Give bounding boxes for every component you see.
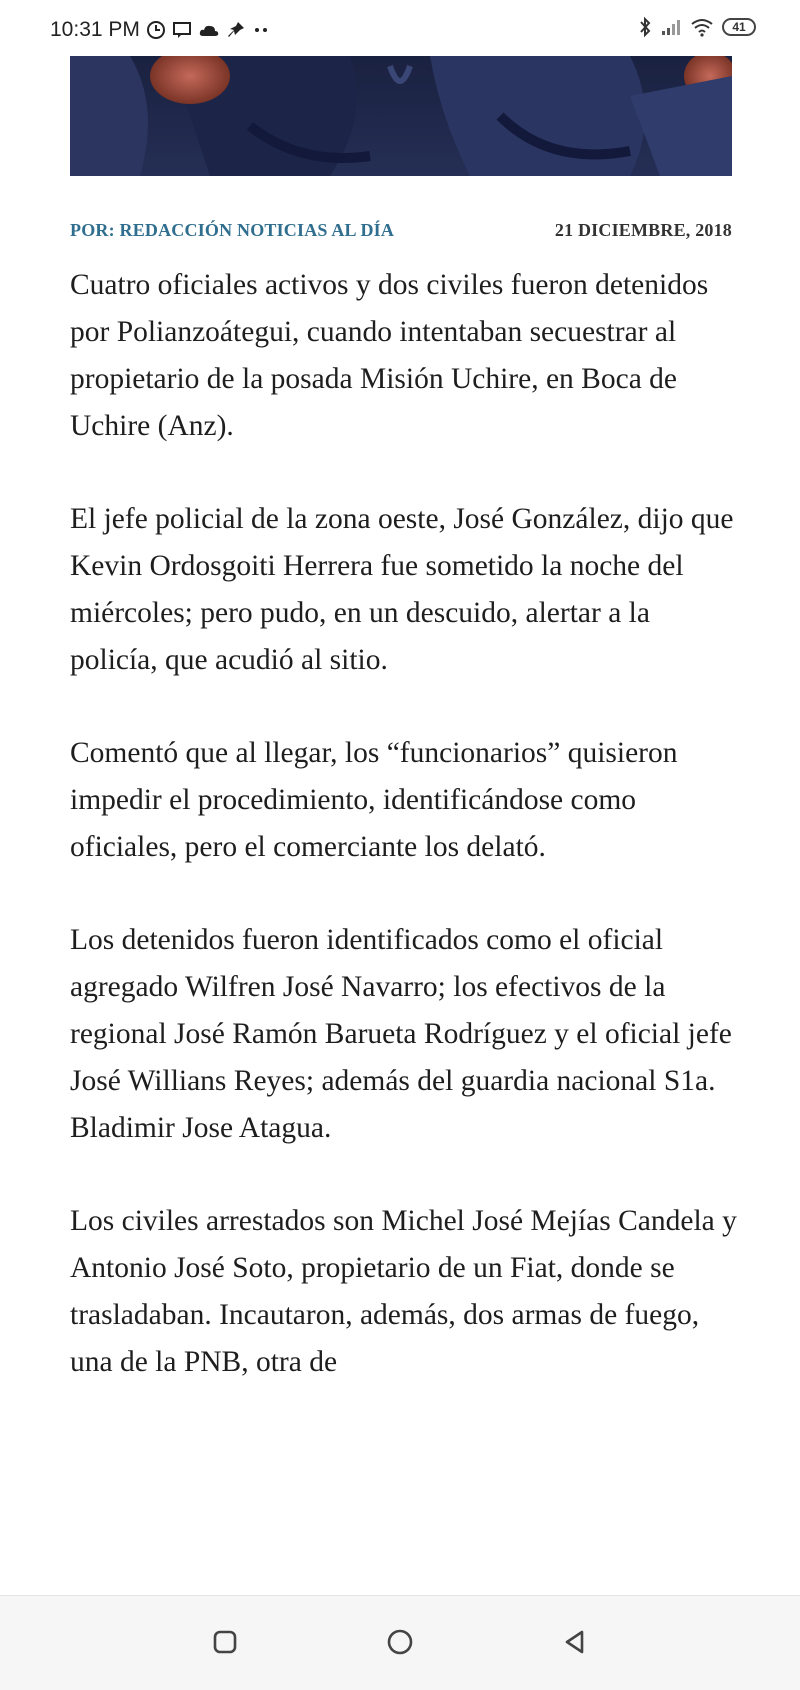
article-paragraph: Comentó que al llegar, los “funcionarios” quisieron impedir el procedimiento, identificándose como oficiales, pero el comerciante los delató. [70, 737, 678, 863]
bluetooth-icon [638, 16, 652, 38]
article-paragraph: El jefe policial de la zona oeste, José González, dijo que Kevin Ordosgoiti Herrera fue sometido la noche del miércoles; pero pudo, en un descuido, alertar a la policía, que acudió al sitio. [70, 503, 734, 676]
recent-apps-button[interactable] [210, 1627, 240, 1657]
pin-icon [226, 20, 246, 40]
home-icon [385, 1627, 415, 1657]
article-author[interactable]: POR: REDACCIÓN NOTICIAS AL DÍA [70, 220, 395, 240]
status-time: 10:31 PM [50, 18, 140, 41]
status-left [50, 18, 270, 42]
navigation-bar [0, 1595, 800, 1690]
status-bar [0, 0, 800, 56]
article-paragraph: Los detenidos fueron identificados como el oficial agregado Wilfren José Navarro; los efectivos de la regional José Ramón Barueta Rodríguez y el oficial jefe José Willians Reyes; además del guardia nacional S1a. Bladimir Jose Atagua. [70, 924, 732, 1144]
wifi-icon [690, 17, 714, 37]
hero-photo [70, 56, 732, 176]
article-byline [70, 220, 732, 241]
home-button[interactable] [385, 1627, 415, 1657]
article-body [70, 262, 740, 1432]
dots-icon [252, 26, 270, 34]
message-icon [172, 21, 192, 39]
article-paragraph: Cuatro oficiales activos y dos civiles fueron detenidos por Polianzoátegui, cuando intentaban secuestrar al propietario de la posada Misión Uchire, en Boca de Uchire (Anz). [70, 269, 709, 442]
battery-icon [722, 18, 756, 36]
status-right [638, 16, 756, 38]
article-date: 21 DICIEMBRE, 2018 [554, 220, 732, 240]
clock-icon [146, 20, 166, 40]
back-button[interactable] [560, 1627, 590, 1657]
article-hero-image [70, 56, 732, 176]
battery-level: 41 [732, 20, 746, 34]
recent-apps-icon [210, 1627, 240, 1657]
signal-icon [660, 18, 682, 36]
back-icon [560, 1627, 590, 1657]
cloud-icon [198, 22, 220, 38]
article-paragraph: Los civiles arrestados son Michel José Mejías Candela y Antonio José Soto, propietario de un Fiat, donde se trasladaban. Incautaron, además, dos armas de fuego, una de la PNB, otra de [70, 1205, 737, 1378]
